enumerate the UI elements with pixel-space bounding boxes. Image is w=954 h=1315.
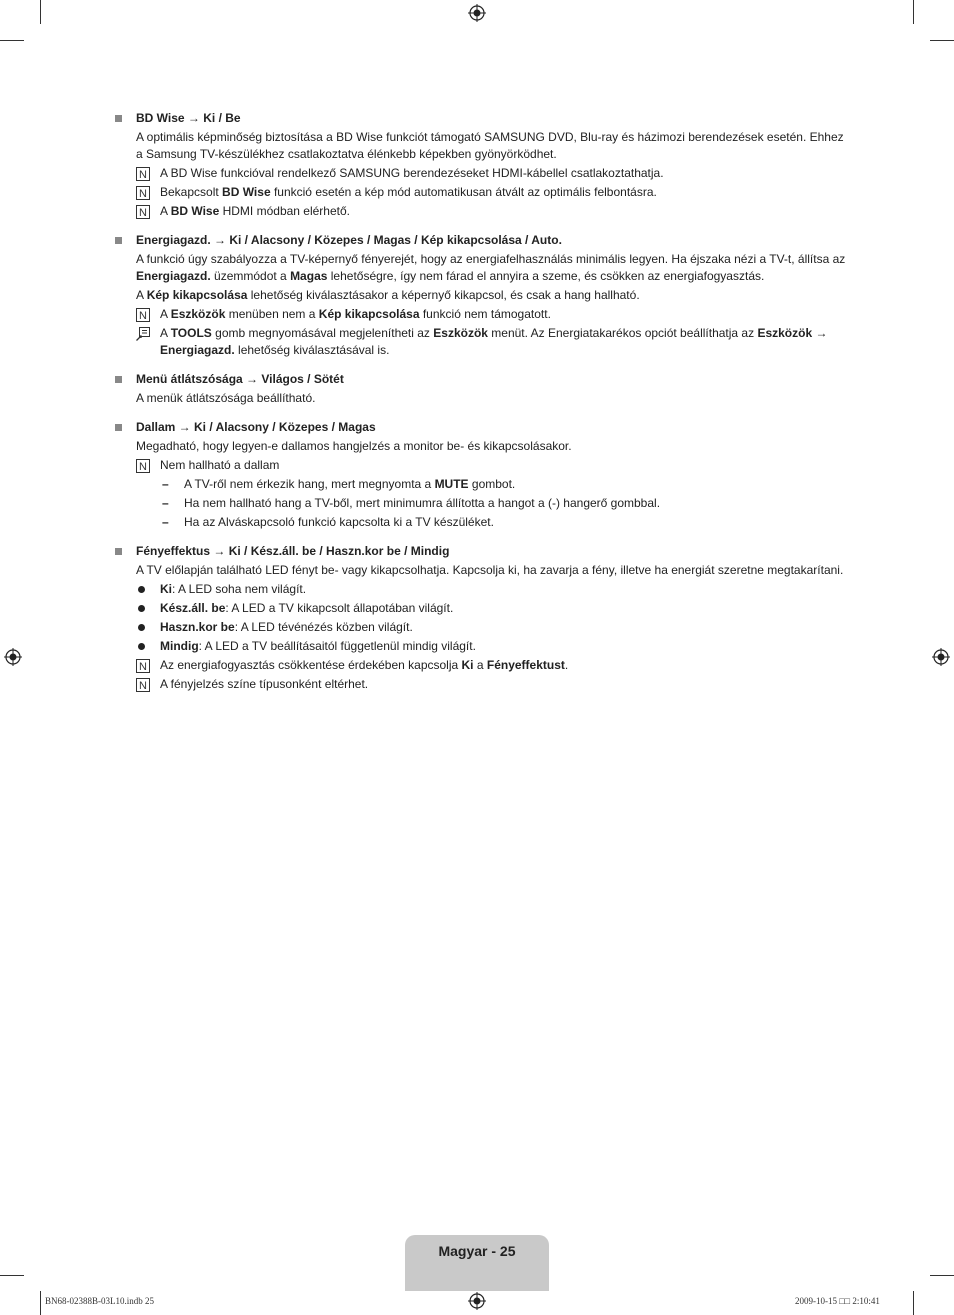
heading-text: Dallam → Ki / Alacsony / Közepes / Magas [136, 420, 376, 434]
paragraph: A optimális képminőség biztosítása a BD Wise funkciót támogató SAMSUNG DVD, Blu-ray és házimozi berendezések esetén. Ehhez a Samsung TV-készülékhez csatlakoztatva élénkebb képekben gyönyörködhet. [136, 130, 844, 161]
dash-symbol: – [162, 515, 169, 529]
section-menu-transparency [115, 370, 850, 407]
section-heading [115, 109, 850, 128]
svg-text:N: N [139, 680, 147, 692]
crop-mark [913, 0, 914, 24]
crop-mark [930, 1275, 954, 1276]
dash-text: Ha nem hallható hang a TV-ből, mert minimumra állította a hangot a (-) hangerő gombbal. [184, 496, 661, 510]
crop-mark [0, 40, 24, 41]
section-heading [115, 370, 850, 389]
svg-text:N: N [139, 188, 147, 200]
manual-content [115, 109, 850, 704]
registration-mark-icon [932, 648, 950, 666]
tools-note [115, 325, 850, 359]
note [115, 457, 850, 474]
dash-item [115, 495, 850, 512]
note-text: A Eszközök menüben nem a Kép kikapcsolása funkció nem támogatott. [160, 307, 551, 321]
svg-text:N: N [139, 461, 147, 473]
square-bullet-icon [115, 237, 122, 244]
crop-mark [0, 1275, 24, 1276]
square-bullet-icon [115, 376, 122, 383]
note-text: A BD Wise HDMI módban elérhető. [160, 204, 350, 218]
crop-mark [930, 40, 954, 41]
bullet-item [115, 619, 850, 636]
crop-mark [913, 1291, 914, 1315]
bullet-dot-icon [138, 643, 145, 650]
note-text: Bekapcsolt BD Wise funkció esetén a kép mód automatikusan átvált az optimális felbontásra. [160, 185, 657, 199]
heading-text: BD Wise → Ki / Be [136, 111, 241, 125]
note-text: A fényjelzés színe típusonként eltérhet. [160, 677, 369, 691]
square-bullet-icon [115, 548, 122, 555]
registration-mark-icon [468, 4, 486, 22]
bullet-text: Haszn.kor be: A LED tévénézés közben világít. [160, 620, 413, 634]
file-slug: BN68-02388B-03L10.indb 25 [45, 1296, 154, 1306]
page-number-tab: Magyar - 25 [405, 1235, 549, 1291]
note-icon [136, 205, 150, 219]
note [115, 203, 850, 220]
note [115, 306, 850, 323]
paragraph: A funkció úgy szabályozza a TV-képernyő fényerejét, hogy az energiafelhasználás minimális legyen. Ha éjszaka nézi a TV-t, állítsa az Energiagazd. üzemmódot a Magas lehetőségre, így nem fárad el annyira a szeme, és csökken az energiafogyasztás. [136, 252, 846, 283]
note-icon [136, 678, 150, 692]
section-heading [115, 231, 850, 250]
note [115, 676, 850, 693]
note-icon [136, 308, 150, 322]
note-icon [136, 659, 150, 673]
square-bullet-icon [115, 424, 122, 431]
note [115, 165, 850, 182]
bullet-dot-icon [138, 624, 145, 631]
crop-mark [40, 1291, 41, 1315]
svg-text:N: N [139, 310, 147, 322]
heading-text: Menü átlátszósága → Világos / Sötét [136, 372, 344, 386]
note-text: A BD Wise funkcióval rendelkező SAMSUNG berendezéseket HDMI-kábellel csatlakoztathatja. [160, 166, 664, 180]
paragraph: A TV előlapján található LED fényt be- vagy kikapcsolhatja. Kapcsolja ki, ha zavarja a fény, illetve ha energiát szeretne megtakarítani. [136, 563, 844, 577]
section-bd-wise [115, 109, 850, 220]
date-slug: 2009-10-15 □□ 2:10:41 [795, 1296, 880, 1306]
section-energiagazd [115, 231, 850, 359]
note-icon [136, 459, 150, 473]
bullet-item [115, 638, 850, 655]
dash-item [115, 514, 850, 531]
crop-mark [40, 0, 41, 24]
square-bullet-icon [115, 115, 122, 122]
paragraph: A menük átlátszósága beállítható. [136, 391, 316, 405]
bullet-item [115, 600, 850, 617]
bullet-text: Kész.áll. be: A LED a TV kikapcsolt állapotában világít. [160, 601, 454, 615]
bullet-dot-icon [138, 605, 145, 612]
heading-text: Energiagazd. → Ki / Alacsony / Közepes / Magas / Kép kikapcsolása / Auto. [136, 233, 562, 247]
note-icon [136, 167, 150, 181]
dash-item [115, 476, 850, 493]
section-dallam [115, 418, 850, 531]
registration-mark-icon [468, 1292, 486, 1310]
dash-symbol: – [162, 477, 169, 491]
dash-text: A TV-ről nem érkezik hang, mert megnyomta a MUTE gombot. [184, 477, 516, 491]
paragraph: Megadható, hogy legyen-e dallamos hangjelzés a monitor be- és kikapcsolásakor. [136, 439, 572, 453]
registration-mark-icon [4, 648, 22, 666]
dash-text: Ha az Alváskapcsoló funkció kapcsolta ki a TV készüléket. [184, 515, 494, 529]
paragraph: A Kép kikapcsolása lehetőség kiválasztásakor a képernyő kikapcsol, és csak a hang hallható. [136, 288, 640, 302]
dash-symbol: – [162, 496, 169, 510]
bullet-item [115, 581, 850, 598]
note-icon [136, 186, 150, 200]
tools-icon [136, 327, 150, 341]
section-fenyeffektus [115, 542, 850, 693]
bullet-dot-icon [138, 586, 145, 593]
tools-text: A TOOLS gomb megnyomásával megjelenítheti az Eszközök menüt. Az Energiatakarékos opciót beállíthatja az Eszközök → Energiagazd. lehetőség kiválasztásával is. [160, 326, 828, 357]
bullet-text: Mindig: A LED a TV beállításaitól függetlenül mindig világít. [160, 639, 476, 653]
heading-text: Fényeffektus → Ki / Kész.áll. be / Haszn.kor be / Mindig [136, 544, 450, 558]
bullet-text: Ki: A LED soha nem világít. [160, 582, 307, 596]
note [115, 657, 850, 674]
section-heading [115, 418, 850, 437]
svg-text:N: N [139, 207, 147, 219]
note-text: Az energiafogyasztás csökkentése érdekében kapcsolja Ki a Fényeffektust. [160, 658, 569, 672]
svg-text:N: N [139, 661, 147, 673]
note-text: Nem hallható a dallam [160, 458, 280, 472]
note [115, 184, 850, 201]
svg-text:N: N [139, 169, 147, 181]
section-heading [115, 542, 850, 561]
